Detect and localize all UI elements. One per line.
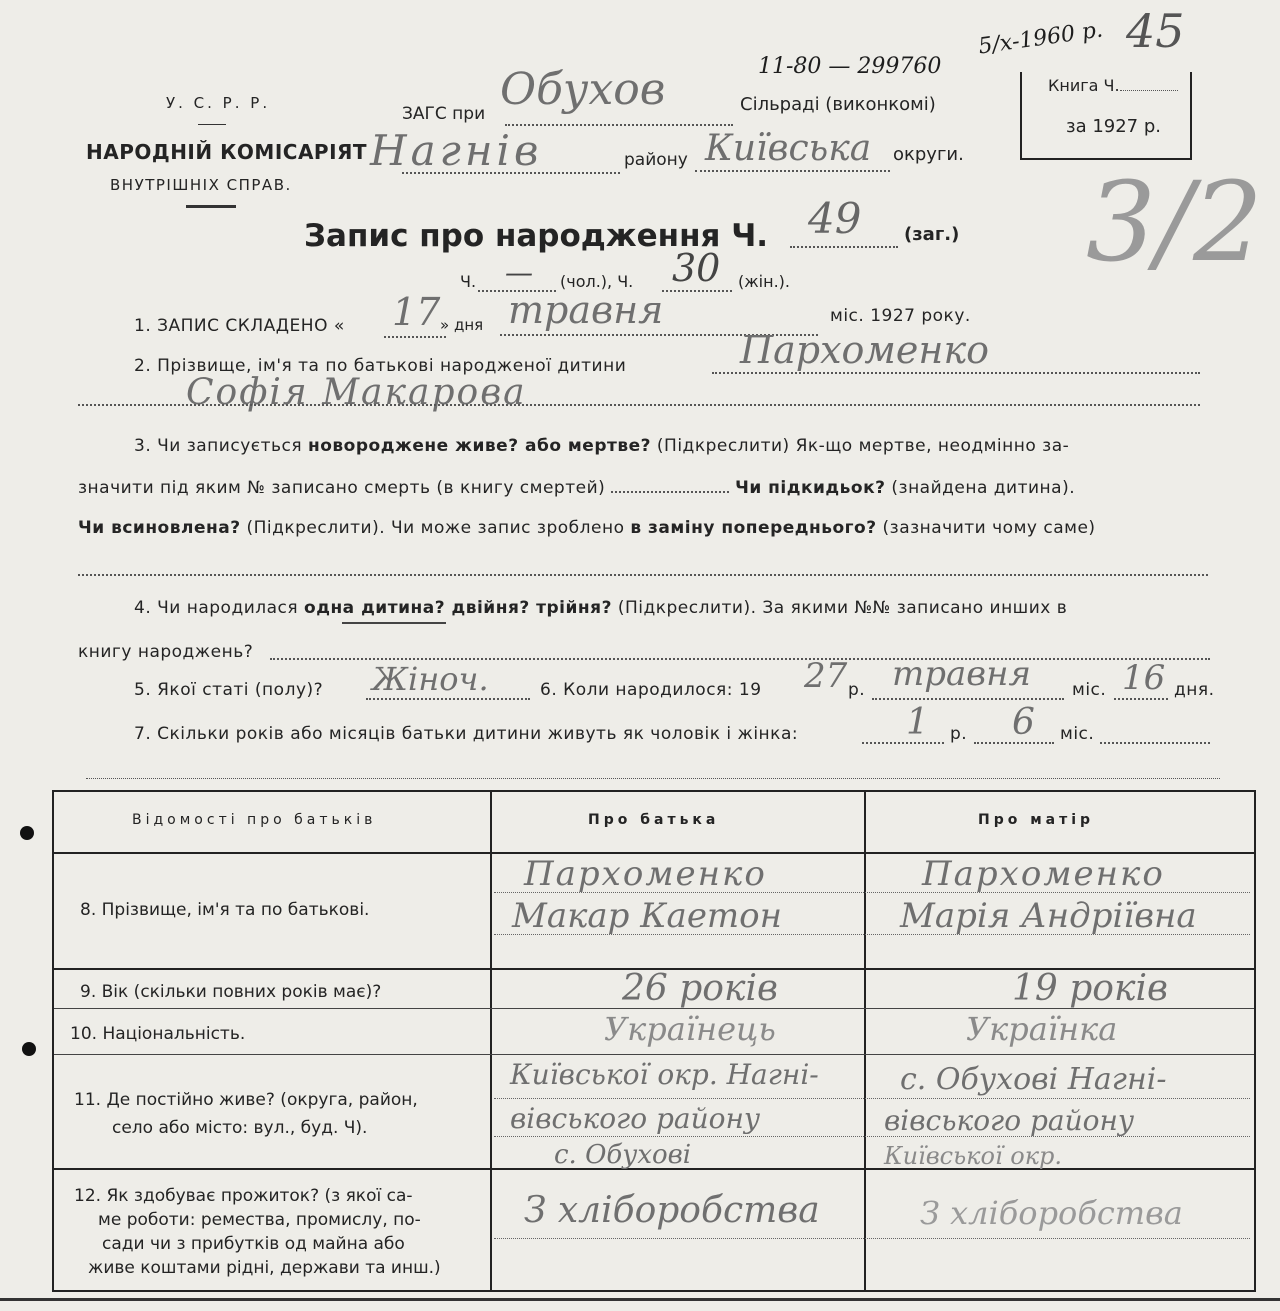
q3-line3-b: (Підкреслити). Чи може запис зроблено <box>246 518 625 538</box>
q7-years-label: р. <box>950 724 968 744</box>
zags-prefix: ЗАГС при <box>402 104 486 124</box>
q1-suffix: міс. 1927 року. <box>830 306 971 326</box>
q5-handwritten: Жіноч. <box>372 660 489 698</box>
q6-year-suffix: р. <box>848 680 866 700</box>
dotted-line <box>611 491 729 493</box>
column-divider <box>490 792 492 1290</box>
underline-mark <box>342 622 446 624</box>
row-label-living-1: 12. Як здобуває прожиток? (з якої са- <box>74 1186 413 1206</box>
dotted-line <box>790 246 898 248</box>
mother-surname: Пархоменко <box>922 854 1165 894</box>
dotted-line <box>366 698 530 700</box>
mother-nationality: Українка <box>966 1010 1118 1048</box>
raion-handwritten: Нагнів <box>370 126 543 175</box>
mother-age: 19 років <box>1012 968 1168 1009</box>
q3-line3-a: Чи всиновлена? <box>78 518 241 538</box>
q4-text <box>134 598 1067 618</box>
dotted-line <box>1100 742 1210 744</box>
father-residence-1: Київської окр. Нагні- <box>510 1058 819 1091</box>
dotted-line <box>1120 90 1178 91</box>
okruga-handwritten: Київська <box>705 128 872 169</box>
q4-line1-a: 4. Чи народилася <box>134 598 299 618</box>
row-label-living-3: сади чи з прибутків од майна або <box>102 1234 405 1254</box>
binder-hole-mark <box>20 826 34 840</box>
q6-year-handwritten: 27 <box>804 656 848 696</box>
dotted-line <box>78 404 1200 406</box>
mother-residence-2: вівського району <box>884 1104 1135 1137</box>
commissariat-subtitle: ВНУТРІШНІХ СПРАВ. <box>110 176 292 194</box>
q4-line1-b: одна дитина? двійня? трійня? <box>304 598 612 618</box>
male-label: (чол.), Ч. <box>560 272 634 291</box>
row-label-residence-2: село або місто: вул., буд. Ч). <box>112 1118 368 1138</box>
dotted-line <box>862 742 944 744</box>
q1-day-label: » дня <box>440 316 484 334</box>
q1-month-handwritten: травня <box>508 288 664 332</box>
commissariat-title: НАРОДНІЙ КОМІСАРІЯТ <box>86 140 368 164</box>
q4-line1-c: (Підкреслити). За якими №№ записано инших в <box>617 598 1068 618</box>
father-age: 26 років <box>622 968 778 1009</box>
father-residence-2: вівського району <box>510 1102 761 1135</box>
q6-label: 6. Коли народилося: 19 <box>540 680 762 700</box>
dotted-line <box>86 778 1220 779</box>
dotted-line <box>78 574 1208 576</box>
q6-month-handwritten: травня <box>892 654 1031 694</box>
row-label-age: 9. Вік (скільки повних років має)? <box>80 982 382 1002</box>
q1-prefix: 1. ЗАПИС СКЛАДЕНО « <box>134 316 345 336</box>
dotted-line <box>662 290 732 292</box>
q3-line3-d: (зазначити чому саме) <box>882 518 1096 538</box>
row-label-name: 8. Прізвище, ім'я та по батькові. <box>80 900 370 920</box>
male-count-handwritten: — <box>505 256 533 289</box>
row-label-living-4: живе коштами рідні, держави та инш.) <box>88 1258 441 1278</box>
row-label-living-2: ме роботи: ремества, промислу, по- <box>98 1210 421 1230</box>
divider <box>198 124 226 125</box>
book-year: за 1927 р. <box>1066 116 1162 137</box>
q3-text-line3 <box>78 518 1096 538</box>
mother-residence-3: Київської окр. <box>884 1142 1063 1170</box>
q3-text <box>134 436 1069 456</box>
q3-line3-c: в заміну попереднього? <box>630 518 877 538</box>
q7-months-handwritten: 6 <box>1012 702 1035 743</box>
q3-text-b: новороджене живе? або мертве? <box>308 436 652 456</box>
dotted-line <box>872 698 1064 700</box>
book-label: Книга Ч. <box>1048 76 1120 95</box>
q7-label: 7. Скільки років або місяців батьки дитини живуть як чоловік і жінка: <box>134 724 799 744</box>
dotted-line <box>494 1238 1250 1239</box>
column-divider <box>864 792 866 1290</box>
father-occupation: З хліборобства <box>524 1190 820 1231</box>
q3-line2-c: (знайдена дитина). <box>891 478 1076 498</box>
mother-occupation: З хліборобства <box>920 1194 1183 1232</box>
dotted-line <box>494 1098 1250 1099</box>
zags-council-label: Сільраді (виконкомі) <box>740 94 936 115</box>
q2-label: 2. Прізвище, ім'я та по батькові народженої дитини <box>134 356 627 376</box>
archive-code: 11-80 — 299760 <box>758 54 942 79</box>
mother-residence-1: с. Обухові Нагні- <box>900 1062 1167 1097</box>
big-handwritten-mark: 3/2 <box>1086 158 1264 286</box>
parents-table <box>52 790 1256 1292</box>
header-father: Про батька <box>588 812 720 828</box>
ch-label: Ч. <box>460 272 477 291</box>
record-title: Запис про народження Ч. <box>304 218 769 254</box>
father-surname: Пархоменко <box>524 854 767 894</box>
binder-hole-mark <box>22 1042 36 1056</box>
header-parents-info: Відомості про батьків <box>132 812 377 828</box>
q5-label: 5. Якої статі (полу)? <box>134 680 324 700</box>
q3-text-line2 <box>78 478 1075 498</box>
female-count-handwritten: 30 <box>672 246 721 290</box>
divider <box>186 205 236 208</box>
record-number-handwritten: 49 <box>808 194 862 243</box>
republic-label: У. С. Р. Р. <box>166 94 271 112</box>
q7-years-handwritten: 1 <box>906 702 929 743</box>
father-name: Макар Каетон <box>512 896 783 936</box>
q6-day-label: дня. <box>1174 680 1215 700</box>
header-mother: Про матір <box>978 812 1095 828</box>
zags-village-handwritten: Обухов <box>500 64 666 115</box>
book-box <box>1020 72 1192 160</box>
mother-name: Марія Андріївна <box>900 896 1197 936</box>
dotted-line <box>1114 698 1168 700</box>
q3-line2-b: Чи підкидьок? <box>735 478 886 498</box>
dotted-line <box>695 170 890 172</box>
dotted-line <box>384 336 446 338</box>
record-suffix: (заг.) <box>904 224 960 245</box>
raion-label: району <box>624 150 688 170</box>
q7-months-label: міс. <box>1060 724 1095 744</box>
archive-date: 5/х-1960 р. <box>976 17 1105 60</box>
q6-day-handwritten: 16 <box>1122 658 1166 698</box>
row-label-residence-1: 11. Де постійно живе? (округа, район, <box>74 1090 418 1110</box>
row-label-nationality: 10. Національність. <box>70 1024 246 1044</box>
page-bottom-edge <box>0 1298 1280 1301</box>
okruga-label: округи. <box>893 144 964 165</box>
dotted-line <box>402 172 620 174</box>
corner-number: 45 <box>1126 4 1185 58</box>
dotted-line <box>712 372 1200 374</box>
q3-text-a: 3. Чи записується <box>134 436 303 456</box>
q3-line2-a: значити під яким № записано смерть (в книгу смертей) <box>78 478 606 498</box>
father-nationality: Українець <box>604 1010 776 1048</box>
q4-line2: книгу народжень? <box>78 642 254 662</box>
dotted-line <box>494 1136 1250 1137</box>
father-residence-3: с. Обухові <box>554 1140 692 1170</box>
row-divider <box>54 1054 1254 1055</box>
q1-day-handwritten: 17 <box>392 290 441 334</box>
q2-name-handwritten: Софія Макарова <box>186 372 527 413</box>
q3-text-c: (Підкреслити) Як-що мертве, неодмінно за- <box>656 436 1070 456</box>
female-label: (жін.). <box>738 272 790 291</box>
q6-month-label: міс. <box>1072 680 1107 700</box>
q2-surname-handwritten: Пархоменко <box>740 328 990 372</box>
